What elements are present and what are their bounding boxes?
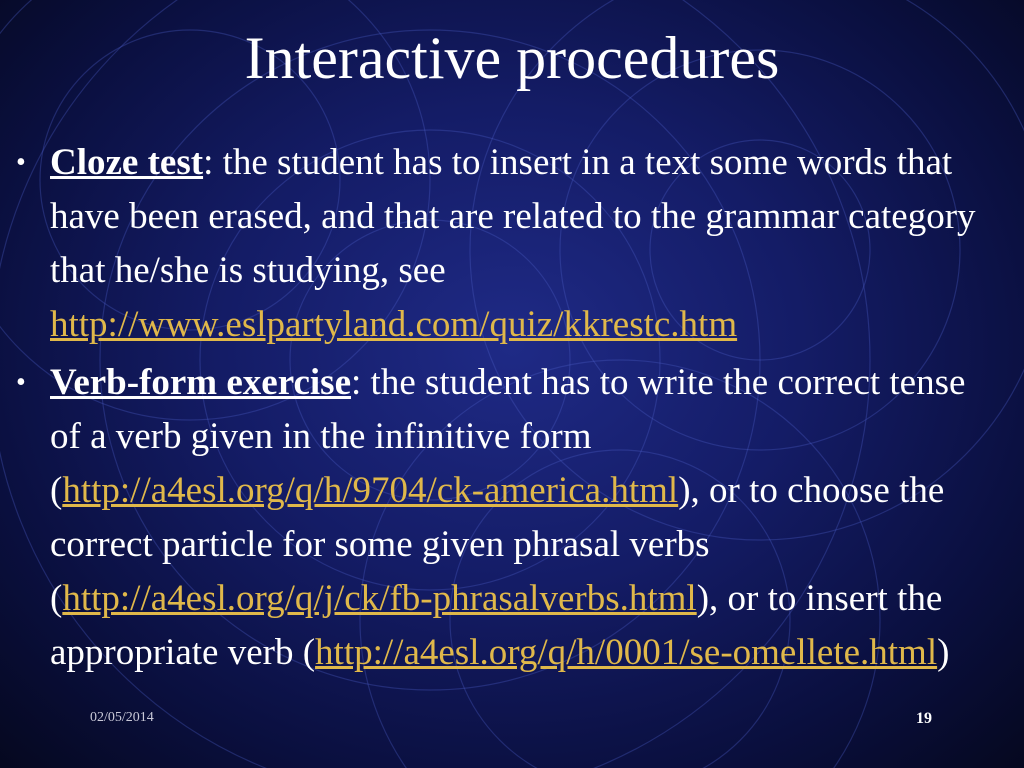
footer-date: 02/05/2014: [90, 710, 154, 725]
bullet-icon: •: [16, 147, 26, 178]
link-eslpartyland[interactable]: http://www.eslpartyland.com/quiz/kkrestc.htm: [50, 304, 738, 345]
bullet-icon: •: [16, 367, 26, 398]
link-ck-america[interactable]: http://a4esl.org/q/h/9704/ck-america.html: [62, 470, 679, 511]
term-verb-form-exercise: Verb-form exercise: [50, 362, 352, 403]
verb-form-description-1: : the student has to write the correct tense of a verb given in the infinitive form (: [50, 362, 966, 511]
link-phrasalverbs[interactable]: http://a4esl.org/q/j/ck/fb-phrasalverbs.html: [62, 578, 697, 619]
page-number: 19: [916, 710, 932, 727]
verb-form-description-4: ): [937, 632, 950, 673]
list-item-verb-form-exercise: [16, 356, 996, 680]
list-item-cloze-test: [16, 136, 996, 352]
verb-form-description-3: ), or to insert the appropriate verb (: [50, 578, 943, 673]
link-se-omellete[interactable]: http://a4esl.org/q/h/0001/se-omellete.html: [315, 632, 938, 673]
verb-form-description-2: ), or to choose the correct particle for some given phrasal verbs (: [50, 470, 945, 619]
slide-title: Interactive procedures: [244, 25, 780, 91]
cloze-test-description: : the student has to insert in a text some words that have been erased, and that are related to the grammar category that he/she is studying, see: [50, 142, 976, 291]
term-cloze-test: Cloze test: [50, 142, 204, 183]
bullet-list: [16, 136, 996, 684]
